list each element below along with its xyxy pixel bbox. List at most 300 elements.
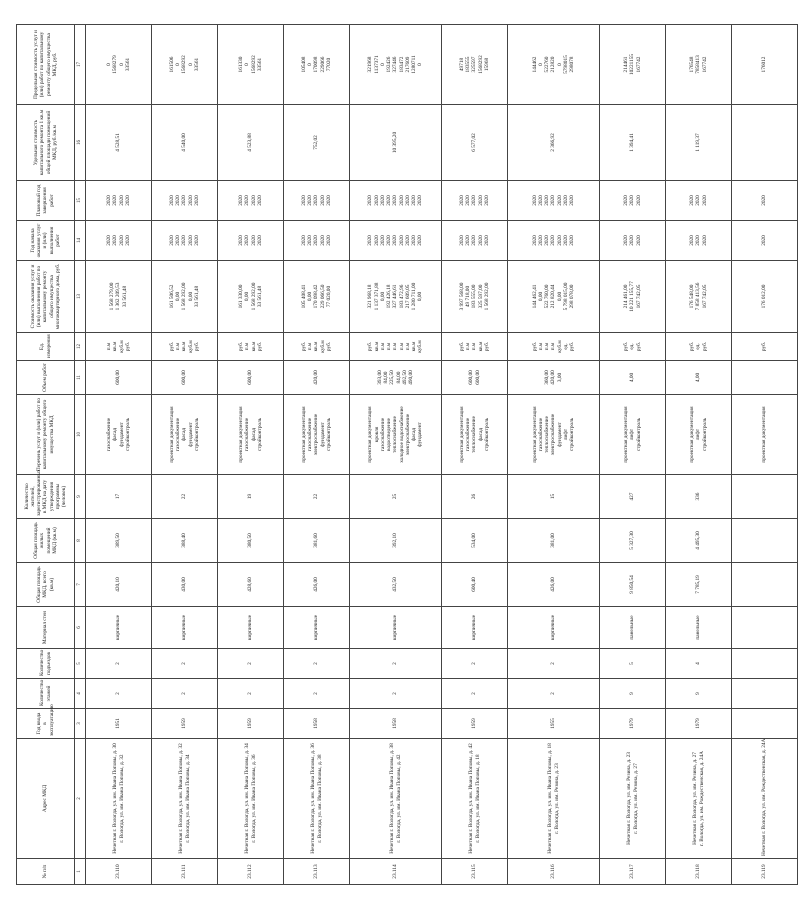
work-cost-line: 1 568 279,00 [109,282,116,311]
start-year-line: 2020 [404,235,411,246]
work-cost-line: 10 221 155,77 [629,281,636,312]
measure-unit-line: п.м [392,342,399,351]
column-number: 2 [75,739,86,859]
building-address-line: Нечетная г. Вологда, ул. им. Ивана Поповы, д. 30 [112,743,119,854]
column-header: Удельная стоимость капитального ремонта 1 кв.м общей площади помещений МКД, руб./кв.м [17,105,75,181]
measure-unit [666,333,732,361]
measure-unit-line: руб. [256,341,263,352]
work-type-line: проектная документация [689,406,696,463]
unit-cost: 4 523,88 [218,105,284,181]
cost-limit-line: 183472 [398,56,405,73]
entrance-count: 5 [600,649,666,679]
entrance-count: 2 [218,649,284,679]
work-cost [86,261,152,333]
start-year-line: 2020 [112,235,119,246]
measure-unit-line: руб. [168,341,175,352]
end-year-line: 2020 [404,195,411,206]
start-year [600,221,666,261]
start-year-line: 2020 [544,235,551,246]
measure-unit-line: п.м [398,342,405,351]
building-address-line: Нечетная г. Вологда, ул. им. Ивана Поповы, д. 18 [547,743,554,854]
cost-limit-line: 522760 [544,56,551,73]
measure-unit-line: руб. [761,341,768,352]
work-volume [732,361,798,395]
cost-limit [218,25,284,105]
work-type-line: проектная документация [623,406,630,463]
wall-material: кирпичные [284,607,350,649]
wall-material: кирпичные [86,607,152,649]
work-volume-line: 84,00 [395,371,402,384]
cost-limit-line: 1568292 [181,55,188,74]
build-year: 1958 [350,709,442,739]
work-cost [666,261,732,333]
measure-unit [442,333,508,361]
column-header: Материал стен [17,607,75,649]
start-year-line: 2020 [256,235,263,246]
table-row [350,25,442,885]
building-address-line: г. Вологда, ул. им. Резина, д. 23 [553,763,560,834]
column-number: 6 [75,607,86,649]
work-type-line: газоснабжение [465,417,472,452]
work-cost-line: 522 760,00 [544,284,551,309]
start-year-line: 2020 [307,235,314,246]
start-year-line: 2020 [458,235,465,246]
work-cost-line: 321 968,18 [367,284,374,309]
work-cost [152,261,218,333]
work-type-line: электроснабжение [313,413,320,456]
work-volume-line: 4,00 [629,372,636,383]
cost-limit-line: 0 [106,63,112,66]
measure-unit-line: п.м [106,342,112,351]
work-volume-line: 600,00 [474,370,481,385]
row-number: 23.112 [218,859,284,885]
floor-count: 2 [218,679,284,709]
measure-unit-line: руб. [124,341,131,352]
wall-material: кирпичные [508,607,600,649]
cost-limit [350,25,442,105]
floor-count [732,679,798,709]
total-area: 9 850,54 [600,563,666,607]
measure-unit [86,333,152,361]
start-year [732,221,798,261]
work-type [732,395,798,475]
row-number: 23.118 [666,859,732,885]
work-type-line: газоснабжение [175,417,182,452]
cost-limit-line: 0 [118,63,125,66]
work-cost-line: 77 020,00 [325,285,332,308]
end-year-line: 2020 [250,195,257,206]
cost-limit-line: 0 [244,63,251,66]
work-type-line: проектная документация [531,406,538,463]
work-type [284,395,350,475]
start-year [284,221,350,261]
work-type-line: стройконтроль [325,417,332,452]
measure-unit-line: куб.м [319,340,326,353]
work-type-line: фасад [411,427,418,442]
measure-unit [600,333,666,361]
start-year-line: 2020 [238,235,244,246]
building-address [600,739,666,859]
work-type-line: фундамент [417,422,424,447]
end-year [666,181,732,221]
resident-count: 17 [86,475,152,519]
building-address-line: г. Вологда, ул. им. Ивана Поповы, д. 18 [474,754,481,843]
cost-limit-line: 214461 [623,56,630,73]
work-volume [218,361,284,395]
table-row [152,25,218,885]
cost-limit-line: 0 [379,63,386,66]
table-row [218,25,284,885]
work-type [218,395,284,475]
measure-unit-line: кв.м [411,341,418,352]
work-cost-line: 7 858 413,56 [695,282,702,311]
column-header: Адрес МКД [17,739,75,859]
start-year-line: 2020 [483,235,490,246]
work-type-line: стройконтроль [635,417,642,452]
building-address-line: г. Вологда, ул. им. Ивана Поповы, д. 42 [395,754,402,843]
work-type-line: фундамент [556,422,563,447]
unit-cost [732,105,798,181]
living-area: 392,10 [350,519,442,563]
cost-limit-line: 77020 [325,57,332,72]
cost-limit-line: 33561 [124,57,131,72]
building-address-line: г. Вологда, ул. им. Ивана Поповы, д. 34 [184,754,191,843]
work-cost-line: 212 820,44 [550,284,557,309]
measure-unit-line: п.м [307,342,314,351]
end-year-line: 2020 [483,195,490,206]
work-type-line: газоснабжение [106,417,112,452]
end-year-line: 2020 [458,195,465,206]
measure-unit-line: кв.м [181,341,188,352]
column-number-row [75,25,86,885]
cost-limit-line: 321968 [367,56,374,73]
work-volume [442,361,508,395]
cost-limit-line: 15968 [483,57,490,72]
measure-unit-line: кв.м [313,341,320,352]
end-year-line: 2020 [629,195,636,206]
work-type-line: фундамент [118,422,125,447]
resident-count: 336 [666,475,732,519]
cost-limit [666,25,732,105]
floor-count: 2 [284,679,350,709]
building-address [152,739,218,859]
work-type-line: холодное водоснабжение [398,406,405,463]
cost-limit-line: 1568279 [112,55,119,74]
work-cost-line: 298 078,00 [569,284,576,309]
measure-unit-line: кв.м [477,341,484,352]
work-type-line: проектная документация [300,406,307,463]
total-area: 420,10 [86,563,152,607]
column-number: 1 [75,859,86,885]
work-cost-line: 3 997 568,00 [458,282,465,311]
column-number: 14 [75,221,86,261]
work-type-line: стройконтроль [193,417,200,452]
entrance-count: 4 [666,649,732,679]
start-year-line: 2020 [471,235,478,246]
cost-limit [508,25,600,105]
measure-unit-line: ед. [629,343,636,350]
work-volume-line: 490,00 [408,370,414,385]
start-year-line: 2020 [465,235,472,246]
total-area: 600,40 [442,563,508,607]
work-volume-line: 393,00 [376,370,383,385]
building-address-line: Нечетная г. Вологда, ул. им. Рождественская, д. 24А [761,738,768,856]
start-year-line: 2020 [695,235,702,246]
cost-limit-line: 212820 [550,56,557,73]
cost-limit-line: 33561 [193,57,200,72]
unit-cost: 4 528,51 [86,105,152,181]
work-volume-line: 600,00 [115,370,122,385]
column-header: № п/п [17,859,75,885]
work-cost-line: 0,00 [417,291,424,302]
end-year-line: 2020 [187,195,194,206]
work-cost-line: 167 742,05 [701,284,708,309]
work-volume-line: 420,00 [550,370,557,385]
end-year-line: 2020 [550,195,557,206]
build-year: 1959 [442,709,508,739]
cost-limit-line: 327446 [392,56,399,73]
work-cost-line: 0,00 [175,291,182,302]
measure-unit-line: руб. [701,341,708,352]
end-year-line: 2020 [417,195,424,206]
end-year-line: 2020 [168,195,175,206]
cost-limit-line: 229066 [319,56,326,73]
measure-unit-line: куб.м [556,340,563,353]
end-year-line: 2020 [544,195,551,206]
measure-unit-line: руб. [193,341,200,352]
work-volume-line: 600,00 [468,370,475,385]
work-cost-line: 167 742,05 [635,284,642,309]
end-year-line: 2020 [623,195,630,206]
total-area: 432,50 [350,563,442,607]
work-cost-line: 105 408,41 [300,284,307,309]
table-row [666,25,732,885]
start-year-line: 2020 [367,235,374,246]
work-volume-line: 3,00 [556,372,563,383]
work-volume-line: 600,00 [247,370,254,385]
floor-count: 2 [442,679,508,709]
end-year [350,181,442,221]
table-header-row [17,25,75,885]
end-year-line: 2020 [689,195,696,206]
building-address-line: г. Вологда, ул. им. Резина, д. 27 [632,763,639,834]
end-year-line: 2020 [695,195,702,206]
unit-cost: 752,02 [284,105,350,181]
end-year [508,181,600,221]
end-year-line: 2020 [635,195,642,206]
building-address-line: Нечетная г. Вологда, ул. им. Ивана Поповы, д. 42 [468,743,475,854]
building-address-line: Нечетная г. Вологда, ул. им. Резина, д. 27 [692,752,699,845]
work-volume [152,361,218,395]
work-cost-line: 144 462,41 [531,284,538,309]
table-row [508,25,600,885]
column-header: Количество жителей, зарегистрированных в МКД на дату утверждения программы (человек) [17,475,75,519]
work-volume [508,361,600,395]
work-cost-line: 1 137 371,88 [373,282,380,311]
cost-limit-line: 183555 [465,56,472,73]
total-area: 426,00 [284,563,350,607]
measure-unit-line: кв.м [250,341,257,352]
row-number: 23.116 [508,859,600,885]
cost-limit-line: 161506 [168,56,175,73]
work-cost-line: 33 561,48 [256,285,263,308]
measure-unit-line: п.м [404,342,411,351]
cost-limit [152,25,218,105]
resident-count: 15 [508,475,600,519]
build-year: 1979 [666,709,732,739]
end-year-line: 2020 [181,195,188,206]
work-cost-line: 1 568 292,00 [483,282,490,311]
cost-limit-line: 0 [556,63,563,66]
living-area [732,519,798,563]
end-year-line: 2020 [367,195,374,206]
work-cost-line: 327 446,61 [392,284,399,309]
measure-unit-line: п.м [471,342,478,351]
start-year-line: 2020 [250,235,257,246]
column-header: Год ввода в эксплуатацию [17,709,75,739]
measure-unit-line: п.м [386,342,393,351]
entrance-count: 2 [442,649,508,679]
measure-unit-line: куб.м [118,340,125,353]
end-year [442,181,508,221]
measure-unit [218,333,284,361]
work-cost [600,261,666,333]
cost-limit-line: 1280711 [411,55,418,74]
wall-material: кирпичные [218,607,284,649]
resident-count: 26 [442,475,508,519]
end-year-line: 2020 [398,195,405,206]
end-year-line: 2020 [379,195,386,206]
cost-limit-line: 1137371 [373,55,380,74]
end-year-line: 2020 [701,195,708,206]
row-number: 23.119 [732,859,798,885]
building-address-line: Нечетная г. Вологда, ул. им. Ивана Поповы, д. 34 [244,743,251,854]
work-type-line: газоснабжение [244,417,251,452]
start-year-line: 2020 [635,235,642,246]
end-year-line: 2020 [124,195,131,206]
end-year-line: 2020 [238,195,244,206]
measure-unit-line: п.м [244,342,251,351]
measure-unit-line: ед. [562,343,569,350]
end-year-line: 2020 [300,195,307,206]
start-year [508,221,600,261]
cost-limit-line: 33561 [256,57,263,72]
end-year [86,181,152,221]
cost-limit-line: 170098 [313,56,320,73]
work-type [666,395,732,475]
end-year-line: 2020 [556,195,563,206]
cost-limit [86,25,152,105]
end-year-line: 2020 [562,195,569,206]
measure-unit-line: руб. [635,341,642,352]
table-row [600,25,666,885]
column-header: Общая площадь жилых помещений МКД (кв.м) [17,519,75,563]
building-address-line: Нечетная г. Вологда, ул. им. Ивана Поповы, д. 32 [178,743,185,854]
column-header: Общая площадь МКД, всего (кв.м) [17,563,75,607]
work-cost-line: 0,00 [187,291,194,302]
cost-limit-line: 298078 [569,56,576,73]
end-year-line: 2020 [386,195,393,206]
end-year [152,181,218,221]
work-type-line: водоотведение [386,418,393,452]
start-year-line: 2020 [629,235,636,246]
work-type-line: проектная документация [238,406,244,463]
start-year-line: 2020 [325,235,332,246]
work-type-line: фасад [250,427,257,442]
work-volume [284,361,350,395]
end-year [218,181,284,221]
start-year-line: 2020 [300,235,307,246]
column-number: 15 [75,181,86,221]
cost-limit-line: 161330 [238,56,244,73]
living-area: 5 327,30 [600,519,666,563]
end-year-line: 2020 [313,195,320,206]
start-year-line: 2020 [689,235,696,246]
start-year-line: 2020 [386,235,393,246]
cost-limit [442,25,508,105]
measure-unit-line: кв.м [373,341,380,352]
end-year [284,181,350,221]
column-number: 3 [75,709,86,739]
start-year-line: 2020 [392,235,399,246]
work-cost-line: 183 472,96 [398,284,405,309]
column-number: 13 [75,261,86,333]
start-year-line: 2020 [168,235,175,246]
work-type-line: проектная документация [761,406,768,463]
cost-limit-line: 167742 [635,56,642,73]
column-header: Плановый год завершения работ [17,181,75,221]
column-number: 17 [75,25,86,105]
work-cost [218,261,284,333]
work-cost-line: 176 012,00 [761,284,768,309]
floor-count: 9 [600,679,666,709]
table-row [732,25,798,885]
work-type-line: фундамент [319,422,326,447]
work-cost [732,261,798,333]
cost-limit-line: 1568292 [477,55,484,74]
entrance-count: 2 [152,649,218,679]
total-area: 428,60 [218,563,284,607]
measure-unit-line: руб. [689,341,696,352]
column-number: 8 [75,519,86,563]
measure-unit [350,333,442,361]
end-year-line: 2020 [531,195,538,206]
wall-material: кирпичные [350,607,442,649]
start-year-line: 2020 [531,235,538,246]
cost-limit-line: 7858413 [695,55,702,74]
work-type-line: лифт [562,428,569,441]
building-address-line: г. Вологда, ул. им. Ивана Поповы, д. 32 [118,754,125,843]
work-volume-line: 225,50 [389,370,396,385]
floor-count: 2 [350,679,442,709]
cost-limit-line: 0 [175,63,182,66]
start-year [666,221,732,261]
building-address [86,739,152,859]
table-row [86,25,152,885]
entrance-count: 2 [508,649,600,679]
start-year-line: 2020 [411,235,418,246]
start-year [86,221,152,261]
cost-limit-line: 176012 [761,56,768,73]
column-header: Год начала оказания услуг и (или) выполнения работ [17,221,75,261]
work-cost-line: 0,00 [244,291,251,302]
work-type [86,395,152,475]
column-number: 5 [75,649,86,679]
start-year-line: 2020 [477,235,484,246]
living-area: 534,00 [442,519,508,563]
column-number: 12 [75,333,86,361]
floor-count: 2 [152,679,218,709]
